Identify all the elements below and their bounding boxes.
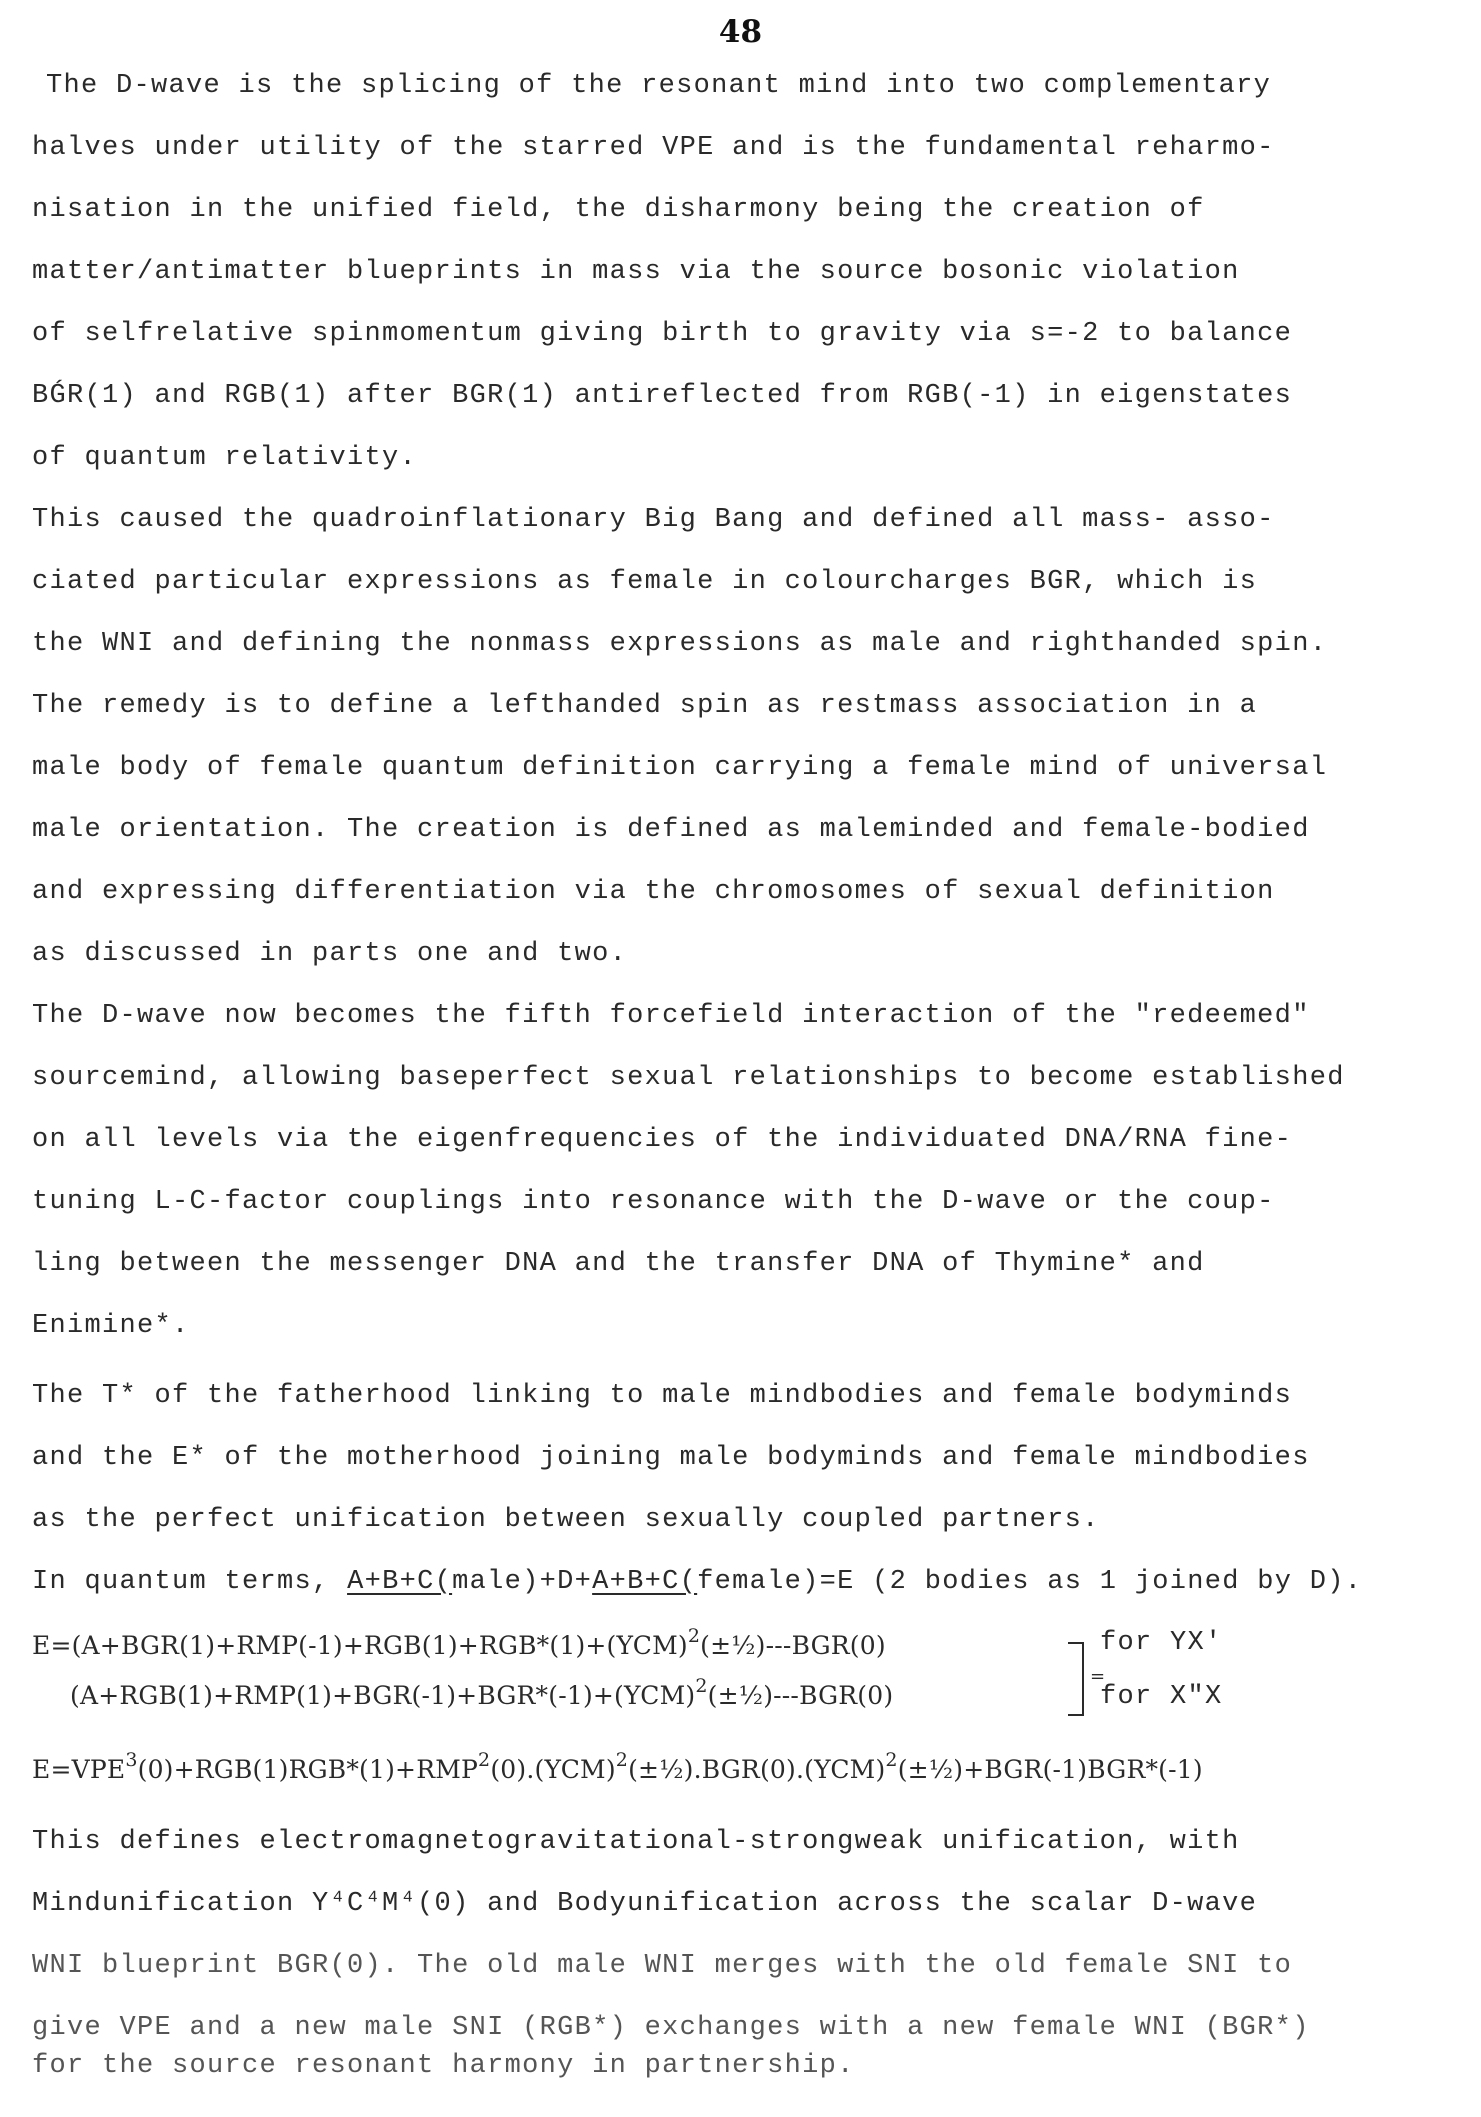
equation-1b <box>70 1675 894 1712</box>
eq2-d: (±½).BGR(0).(YCM) <box>628 1755 886 1784</box>
p3-line-1: The D-wave now becomes the fifth forcefield interaction of the "redeemed" <box>32 1001 1310 1031</box>
p1-line-2: halves under utility of the starred VPE and is the fundamental reharmo- <box>32 133 1275 163</box>
p2-line-5: male body of female quantum definition carrying a female mind of universal <box>32 753 1328 783</box>
eq1b-sup: 2 <box>695 1675 708 1697</box>
p7-line-3: WNI blueprint BGR(0). The old male WNI merges with the old female SNI to <box>32 1951 1293 1981</box>
p3-line-3: on all levels via the eigenfrequencies of the individuated DNA/RNA fine- <box>32 1125 1293 1155</box>
eq1b-tail: (±½)---BGR(0) <box>707 1681 894 1710</box>
p3-line-5: ling between the messenger DNA and the transfer DNA of Thymine* and <box>32 1249 1205 1279</box>
p5-underlined-1: A+B+C( <box>347 1567 453 1597</box>
equation-bracket <box>1068 1642 1084 1716</box>
p2-line-1: This caused the quadroinflationary Big Bang and defined all mass- asso- <box>32 505 1275 535</box>
p1-line-6: BǴR(1) and RGB(1) after BGR(1) antireflected from RGB(-1) in eigenstates <box>32 381 1293 411</box>
p2-line-7: and expressing differentiation via the chromosomes of sexual definition <box>32 877 1275 907</box>
p1-line-7: of quantum relativity. <box>32 443 418 473</box>
p5-line-1 <box>32 1566 1362 1598</box>
p7-line-1: This defines electromagnetogravitational-strongweak unification, with <box>32 1827 1240 1857</box>
p1-line-5: of selfrelative spinmomentum giving birth to gravity via s=-2 to balance <box>32 319 1293 349</box>
p7-line-5: for the source resonant harmony in partnership. <box>32 2051 855 2081</box>
p5-pre: In quantum terms, <box>32 1567 348 1597</box>
eq2-e: (±½)+BGR(-1)BGR*(-1) <box>897 1755 1203 1784</box>
equation-1a-label: for YX' <box>1100 1628 1223 1658</box>
p5-underlined-2: A+B+C( <box>592 1567 698 1597</box>
eq1a-sup: 2 <box>687 1625 701 1647</box>
p2-line-6: male orientation. The creation is defined as maleminded and female-bodied <box>32 815 1310 845</box>
page-number: 48 <box>718 14 763 50</box>
p7-line-4: give VPE and a new male SNI (RGB*) exchanges with a new female WNI (BGR*) <box>32 2013 1310 2043</box>
eq2-b: (0)+RGB(1)RGB*(1)+RMP <box>137 1755 479 1784</box>
p7-line-2: Mindunification Y⁴C⁴M⁴(0) and Bodyunification across the scalar D-wave <box>32 1889 1258 1919</box>
eq2-c: (0).(YCM) <box>490 1755 616 1784</box>
p3-line-6: Enimine*. <box>32 1311 190 1341</box>
p1-line-4: matter/antimatter blueprints in mass via the source bosonic violation <box>32 257 1240 287</box>
p2-line-8: as discussed in parts one and two. <box>32 939 628 969</box>
p4-line-1: The T* of the fatherhood linking to male mindbodies and female bodyminds <box>32 1381 1293 1411</box>
eq1b-main: (A+RGB(1)+RMP(1)+BGR(-1)+BGR*(-1)+(YCM) <box>70 1681 696 1710</box>
eq2-sup3: 2 <box>615 1749 629 1771</box>
eq2-sup2: 2 <box>478 1749 491 1771</box>
p4-line-3: as the perfect unification between sexually coupled partners. <box>32 1505 1100 1535</box>
p5-mid: male)+D+ <box>452 1567 593 1597</box>
p2-line-2: ciated particular expressions as female in colourcharges BGR, which is <box>32 567 1258 597</box>
eq2-a: E=VPE <box>32 1755 126 1784</box>
eq1a-tail: (±½)---BGR(0) <box>700 1631 886 1660</box>
p2-line-4: The remedy is to define a lefthanded spin as restmass association in a <box>32 691 1258 721</box>
equation-1a <box>32 1625 886 1662</box>
p1-line-3: nisation in the unified field, the disharmony being the creation of <box>32 195 1205 225</box>
eq1a-main: E=(A+BGR(1)+RMP(-1)+RGB(1)+RGB*(1)+(YCM) <box>32 1631 688 1660</box>
p3-line-2: sourcemind, allowing baseperfect sexual relationships to become established <box>32 1063 1345 1093</box>
p3-line-4: tuning L-C-factor couplings into resonance with the D-wave or the coup- <box>32 1187 1275 1217</box>
p1-line-1: The D-wave is the splicing of the resonant mind into two complementary <box>46 71 1272 101</box>
equation-bracket-mark: = <box>1090 1666 1107 1687</box>
eq2-sup1: 3 <box>125 1749 138 1771</box>
p5-post: female)=E (2 bodies as 1 joined by D). <box>697 1567 1363 1597</box>
p2-line-3: the WNI and defining the nonmass expressions as male and righthanded spin. <box>32 629 1328 659</box>
eq2-sup4: 2 <box>885 1749 898 1771</box>
p4-line-2: and the E* of the motherhood joining male bodyminds and female mindbodies <box>32 1443 1310 1473</box>
equation-2 <box>32 1749 1203 1786</box>
equation-1b-label: for X"X <box>1100 1682 1223 1712</box>
